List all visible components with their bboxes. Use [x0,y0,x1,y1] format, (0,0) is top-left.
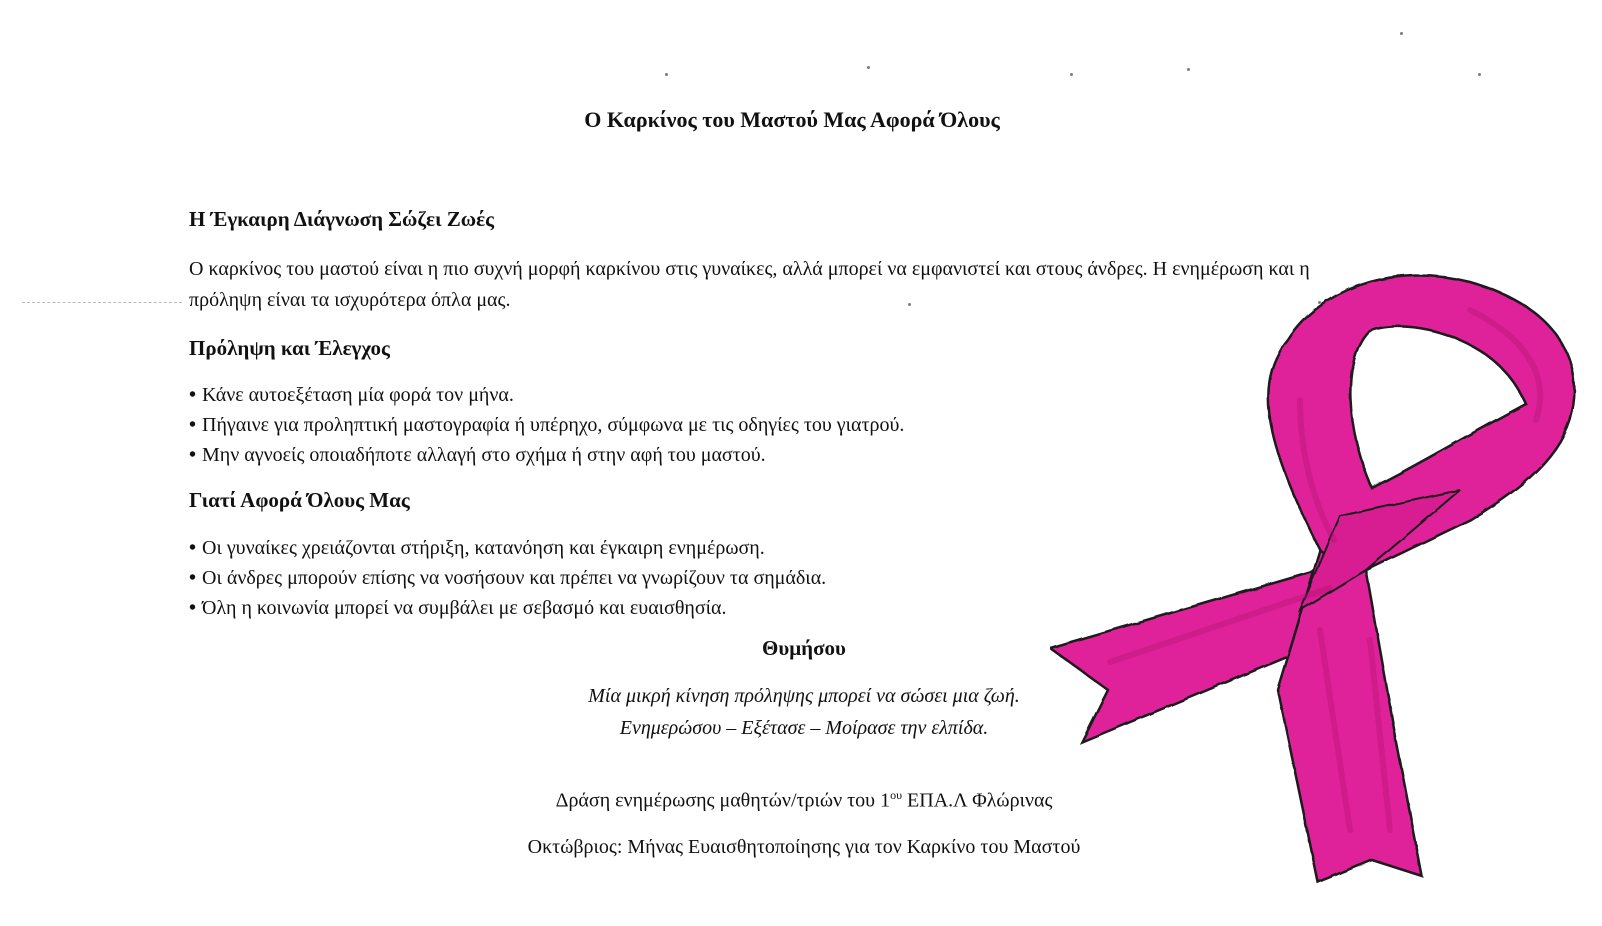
bullet-icon: • [189,597,197,619]
scan-speck [1070,73,1073,76]
list-item [189,533,826,563]
ribbon-loop [1268,275,1574,576]
school-action-line [12,788,1596,813]
bullet-icon: • [189,567,197,589]
action-ordinal-suffix: ου [890,788,903,802]
scan-speck [867,66,870,69]
pink-awareness-ribbon-icon [1050,270,1602,910]
scan-artifact-line [22,302,182,303]
list-item-text: Όλη η κοινωνία μπορεί να συμβάλει με σεβασμό και ευαισθησία. [202,597,727,619]
section-heading-prevention: Πρόληψη και Έλεγχος [189,336,390,360]
list-item-text: Οι γυναίκες χρειάζονται στήριξη, κατανόηση και έγκαιρη ενημέρωση. [202,537,765,559]
list-item [189,410,904,440]
bullet-icon: • [189,444,197,466]
action-text-before: Δράση ενημέρωσης μαθητών/τριών του 1 [555,789,891,812]
scan-speck [1478,73,1481,76]
list-item-text: Οι άνδρες μπορούν επίσης να νοσήσουν και πρέπει να γνωρίζουν τα σημάδια. [202,567,827,589]
list-item-text: Μην αγνοείς οποιαδήποτε αλλαγή στο σχήμα ή στην αφή του μαστού. [202,444,766,466]
document-title: Ο Καρκίνος του Μαστού Μας Αφορά Όλους [584,107,1000,132]
remember-heading: Θυμήσου [762,636,846,660]
bullet-icon: • [189,537,197,559]
bullet-icon: • [189,414,197,436]
action-text-after: ΕΠΑ.Λ Φλώρινας [902,789,1053,812]
section-heading-why-everyone: Γιατί Αφορά Όλους Μας [189,488,410,512]
intro-paragraph: Ο καρκίνος του μαστού είναι η πιο συχνή μορφή καρκίνου στις γυναίκες, αλλά μπορεί να εμφανιστεί και στους άνδρες. Η ενημέρωση και η πρόληψη είναι τα ισχυρότερα όπλα μας. [189,258,1310,311]
why-everyone-list [189,533,826,623]
scan-speck [1400,32,1403,35]
list-item-text: Κάνε αυτοεξέταση μία φορά τον μήνα. [202,384,514,406]
list-item [189,593,826,623]
list-item [189,440,904,470]
list-item [189,563,826,593]
section-heading-early-diagnosis: Η Έγκαιρη Διάγνωση Σώζει Ζωές [189,207,494,231]
quote-line-1: Μία μικρή κίνηση πρόληψης μπορεί να σώσει μια ζωή. [588,685,1020,707]
scan-speck [665,73,668,76]
list-item-text: Πήγαινε για προληπτική μαστογραφία ή υπέρηχο, σύμφωνα με τις οδηγίες του γιατρού. [202,414,905,436]
awareness-month-line: Οκτώβριος: Μήνας Ευαισθητοποίησης για τον Καρκίνο του Μαστού [527,836,1081,858]
scan-speck [1187,68,1190,71]
prevention-list [189,380,904,470]
bullet-icon: • [189,384,197,406]
quote-line-2: Ενημερώσου – Εξέτασε – Μοίρασε την ελπίδα. [619,717,989,739]
list-item [189,380,904,410]
remember-quote [12,680,1596,744]
